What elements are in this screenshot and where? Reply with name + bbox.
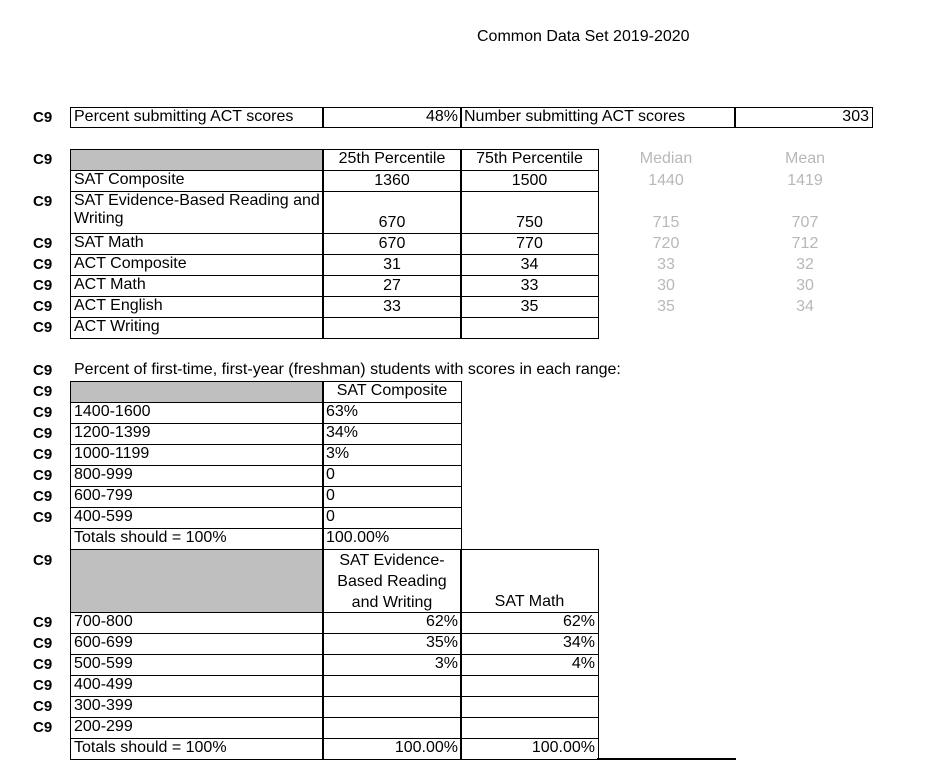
section-tag: C9 bbox=[33, 552, 53, 569]
section-tag: C9 bbox=[33, 698, 53, 715]
section-tag: C9 bbox=[33, 635, 53, 652]
table-border-line bbox=[597, 758, 736, 760]
p75-value: 33 bbox=[460, 275, 599, 297]
ebrw-value: 62% bbox=[322, 612, 462, 634]
math-value bbox=[460, 675, 599, 697]
mean-value: 32 bbox=[796, 256, 814, 273]
range-label: 700-800 bbox=[70, 612, 324, 634]
section-tag: C9 bbox=[33, 509, 53, 526]
math-value: 4% bbox=[460, 654, 599, 676]
totals-label: Totals should = 100% bbox=[70, 528, 324, 550]
ebrw-value bbox=[322, 717, 462, 739]
math-value: 34% bbox=[460, 633, 599, 655]
p25-value: 31 bbox=[322, 254, 462, 276]
section-tag: C9 bbox=[33, 298, 53, 315]
p25-value: 33 bbox=[322, 296, 462, 318]
totals-math: 100.00% bbox=[460, 738, 599, 760]
section-tag: C9 bbox=[33, 446, 53, 463]
section-tag: C9 bbox=[33, 235, 53, 252]
act-percent-label: Percent submitting ACT scores bbox=[70, 107, 324, 128]
range-value: 34% bbox=[322, 423, 462, 445]
header-blank-cell bbox=[70, 549, 324, 613]
section-tag: C9 bbox=[33, 425, 53, 442]
totals-label: Totals should = 100% bbox=[70, 738, 324, 760]
row-label: SAT Math bbox=[70, 233, 324, 255]
range-value: 63% bbox=[322, 402, 462, 424]
section-tag: C9 bbox=[33, 719, 53, 736]
mean-value: 34 bbox=[796, 298, 814, 315]
section-tag: C9 bbox=[33, 614, 53, 631]
section-tag: C9 bbox=[33, 362, 53, 379]
header-75th: 75th Percentile bbox=[460, 149, 599, 171]
section-tag: C9 bbox=[33, 277, 53, 294]
section-tag: C9 bbox=[33, 151, 53, 168]
ebrw-value bbox=[322, 696, 462, 718]
median-value: 715 bbox=[652, 214, 680, 231]
section-tag: C9 bbox=[33, 193, 53, 210]
median-value: 30 bbox=[657, 277, 675, 294]
section-tag: C9 bbox=[33, 467, 53, 484]
header-ebrw: SAT Evidence-Based Reading and Writing bbox=[322, 549, 462, 613]
section-tag: C9 bbox=[33, 404, 53, 421]
mean-value: 707 bbox=[791, 214, 819, 231]
totals-ebrw: 100.00% bbox=[322, 738, 462, 760]
math-value: 62% bbox=[460, 612, 599, 634]
median-value: 1440 bbox=[648, 172, 684, 189]
row-label: ACT Composite bbox=[70, 254, 324, 276]
header-mean: Mean bbox=[784, 150, 826, 167]
median-value: 33 bbox=[657, 256, 675, 273]
range-value: 0 bbox=[322, 465, 462, 487]
p25-value: 670 bbox=[322, 233, 462, 255]
row-label: ACT Math bbox=[70, 275, 324, 297]
row-label: ACT Writing bbox=[70, 317, 324, 339]
math-value bbox=[460, 696, 599, 718]
ebrw-value: 35% bbox=[322, 633, 462, 655]
p25-value: 670 bbox=[322, 191, 462, 234]
p75-value: 770 bbox=[460, 233, 599, 255]
mean-value: 30 bbox=[796, 277, 814, 294]
mean-value: 1419 bbox=[787, 172, 823, 189]
range-label: 400-499 bbox=[70, 675, 324, 697]
range-label: 600-799 bbox=[70, 486, 324, 508]
mean-value: 712 bbox=[791, 235, 819, 252]
range-value: 0 bbox=[322, 486, 462, 508]
math-value bbox=[460, 717, 599, 739]
header-blank-cell bbox=[70, 381, 324, 403]
p75-value: 750 bbox=[460, 191, 599, 234]
p25-value bbox=[322, 317, 462, 339]
section-tag: C9 bbox=[33, 256, 53, 273]
p75-value bbox=[460, 317, 599, 339]
header-25th: 25th Percentile bbox=[322, 149, 462, 171]
act-percent-value: 48% bbox=[322, 107, 462, 128]
range-label: 1400-1600 bbox=[70, 402, 324, 424]
act-number-label: Number submitting ACT scores bbox=[460, 107, 736, 128]
median-value: 35 bbox=[657, 298, 675, 315]
range-label: 300-399 bbox=[70, 696, 324, 718]
header-median: Median bbox=[639, 150, 693, 167]
header-blank-cell bbox=[70, 149, 324, 171]
section-tag: C9 bbox=[33, 383, 53, 400]
p75-value: 35 bbox=[460, 296, 599, 318]
ranges-intro: Percent of first-time, first-year (freshman) students with scores in each range: bbox=[74, 361, 621, 378]
totals-value: 100.00% bbox=[322, 528, 462, 550]
range-value: 0 bbox=[322, 507, 462, 529]
row-label: SAT Evidence-Based Reading and Writing bbox=[70, 191, 324, 234]
p25-value: 27 bbox=[322, 275, 462, 297]
range-label: 1200-1399 bbox=[70, 423, 324, 445]
row-label: ACT English bbox=[70, 296, 324, 318]
range-label: 200-299 bbox=[70, 717, 324, 739]
range-label: 400-599 bbox=[70, 507, 324, 529]
p75-value: 34 bbox=[460, 254, 599, 276]
range-label: 600-699 bbox=[70, 633, 324, 655]
act-number-value: 303 bbox=[734, 107, 873, 128]
median-value: 720 bbox=[652, 235, 680, 252]
row-label: SAT Composite bbox=[70, 170, 324, 192]
header-math: SAT Math bbox=[460, 549, 599, 613]
header-sat-composite: SAT Composite bbox=[322, 381, 462, 403]
section-tag: C9 bbox=[33, 319, 53, 336]
section-tag: C9 bbox=[33, 656, 53, 673]
section-tag: C9 bbox=[33, 109, 53, 126]
range-label: 1000-1199 bbox=[70, 444, 324, 466]
section-tag: C9 bbox=[33, 488, 53, 505]
p75-value: 1500 bbox=[460, 170, 599, 192]
page-title: Common Data Set 2019-2020 bbox=[477, 28, 690, 45]
range-label: 800-999 bbox=[70, 465, 324, 487]
ebrw-value: 3% bbox=[322, 654, 462, 676]
range-value: 3% bbox=[322, 444, 462, 466]
section-tag: C9 bbox=[33, 677, 53, 694]
ebrw-value bbox=[322, 675, 462, 697]
range-label: 500-599 bbox=[70, 654, 324, 676]
p25-value: 1360 bbox=[322, 170, 462, 192]
